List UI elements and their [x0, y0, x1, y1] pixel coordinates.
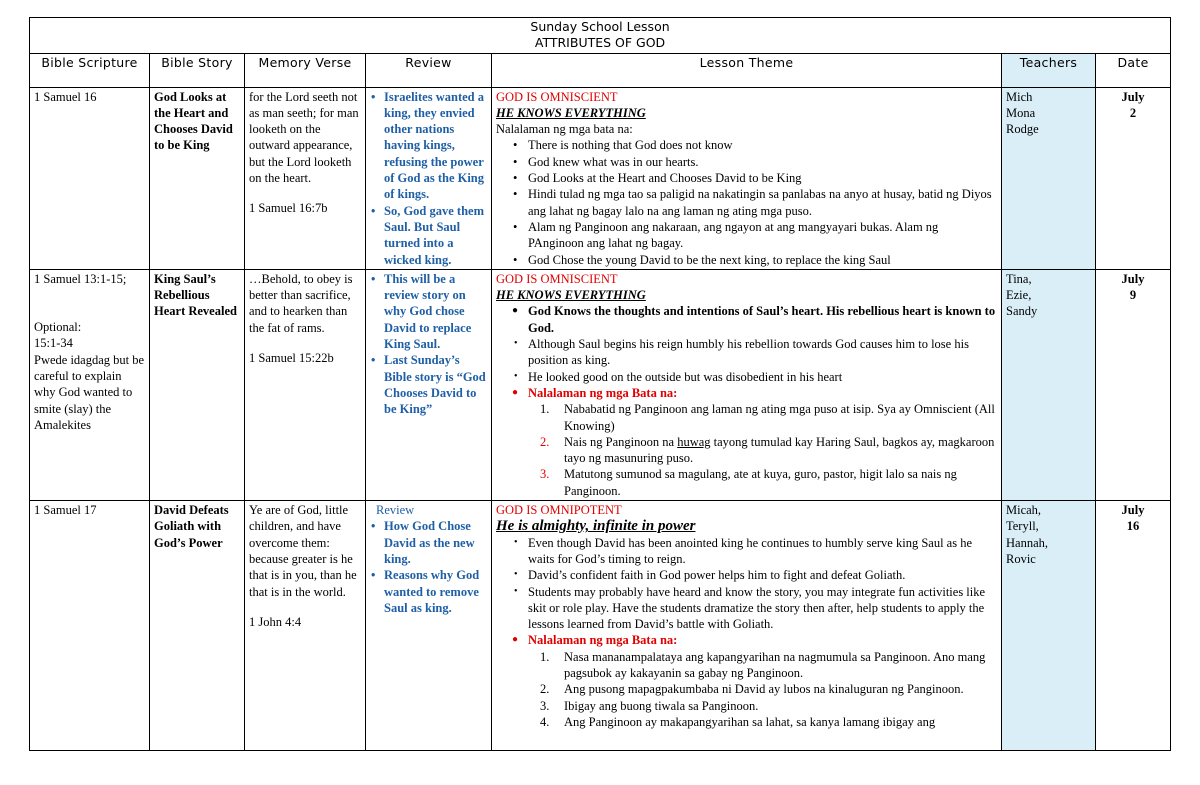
scripture-cell — [30, 501, 150, 751]
theme-title: GOD IS OMNIPOTENT — [496, 503, 622, 518]
item-number: 3. — [540, 467, 550, 482]
optional-reference: 15:1-34 — [34, 336, 73, 351]
item-text: tayong tumulad kay Haring Saul, bagkos ay, magkaroon tayo ng masunuring puso. — [564, 434, 995, 466]
date-day: 16 — [1126, 519, 1140, 534]
review-item: • Reasons why God wanted to remove Saul as king. — [370, 567, 487, 616]
theme-cell — [492, 269, 1002, 500]
date-month: July — [1121, 503, 1145, 518]
verse-reference: 1 Samuel 15:22b — [249, 351, 334, 366]
column-header-story: Bible Story — [150, 53, 245, 87]
table-title-cell — [30, 18, 1171, 54]
item-text: Ang pusong mapagpakumbaba ni David ay lubos na kinaluguran ng Panginoon. — [564, 682, 964, 697]
optional-note: Pwede idagdag but be careful to explain why God wanted to smite (slay) the Amalekites — [34, 352, 145, 432]
verse-cell — [245, 501, 366, 751]
review-label: Review — [376, 503, 415, 518]
date-day: 9 — [1129, 288, 1137, 303]
teacher-name: Micah, — [1006, 503, 1042, 518]
scripture: 1 Samuel 17 — [34, 503, 97, 518]
column-header-scripture: Bible Scripture — [30, 53, 150, 87]
item-text: Nais ng Panginoon na — [564, 434, 678, 449]
scripture-cell — [30, 269, 150, 500]
list-item — [496, 401, 997, 434]
scripture: 1 Samuel 13:1-15; — [34, 271, 127, 286]
verse-cell — [245, 87, 366, 269]
list-item: • Even though David has been anointed king he continues to humbly serve king Saul as he waits for God’s timing to reign. — [496, 535, 997, 568]
list-item: • Students may probably have heard and know the story, you may integrate fun activities like skit or role play. Have the students dramatize the story then after, help students to apply the lessons learned from David’s battle with Goliath. — [496, 584, 997, 633]
story: David Defeats Goliath with God’s Power — [154, 503, 229, 550]
scripture: 1 Samuel 16 — [34, 89, 97, 104]
teachers-cell — [1002, 87, 1096, 269]
list-item: • God knew what was in our hearts. — [496, 154, 997, 170]
lesson-table — [29, 17, 1171, 751]
theme-subtitle: HE KNOWS EVERYTHING — [496, 288, 646, 303]
item-text: Ibigay ang buong tiwala sa Panginoon. — [564, 698, 759, 713]
review-item: • This will be a review story on why God chose David to replace King Saul. — [370, 271, 487, 352]
column-header-teachers: Teachers — [1002, 53, 1096, 87]
list-item: • David’s confident faith in God power helps him to fight and defeat Goliath. — [496, 567, 997, 583]
theme-subtitle: HE KNOWS EVERYTHING — [496, 105, 646, 120]
optional-label: Optional: — [34, 320, 82, 335]
page-title: Sunday School Lesson — [530, 19, 670, 34]
item-number: 2. — [540, 434, 550, 449]
list-item — [496, 698, 997, 714]
review-cell — [366, 501, 492, 751]
review-item: • So, God gave them Saul. But Saul turned into a wicked king. — [370, 203, 487, 268]
list-item — [496, 714, 997, 730]
list-item: ● God Knows the thoughts and intentions of Saul’s heart. His rebellious heart is known to God. — [496, 303, 997, 336]
item-text: Nababatid ng Panginoon ang laman ng ating mga puso at isip. Sya ay Omniscient (All Knowing) — [564, 402, 995, 433]
list-item: • There is nothing that God does not know — [496, 137, 997, 153]
item-number: 4. — [540, 714, 550, 729]
teacher-name: Mona — [1006, 105, 1036, 120]
review-item: • Last Sunday’s Bible story is “God Chooses David to be King” — [370, 352, 487, 417]
date-month: July — [1121, 271, 1145, 286]
teacher-name: Sandy — [1006, 304, 1038, 319]
story-cell — [150, 501, 245, 751]
teacher-name: Hannah, — [1006, 535, 1048, 550]
date-cell — [1096, 87, 1171, 269]
review-cell — [366, 269, 492, 500]
teacher-name: Teryll, — [1006, 519, 1039, 534]
story-cell — [150, 87, 245, 269]
teacher-name: Rodge — [1006, 122, 1039, 137]
item-number: 3. — [540, 698, 550, 713]
item-underlined-word: huwag — [677, 434, 711, 449]
teacher-name: Tina, — [1006, 271, 1032, 286]
date-month: July — [1121, 89, 1145, 104]
story-cell — [150, 269, 245, 500]
table-row — [30, 269, 1171, 500]
list-item — [496, 434, 997, 467]
column-header-review: Review — [366, 53, 492, 87]
teacher-name: Rovic — [1006, 551, 1036, 566]
date-cell — [1096, 501, 1171, 751]
story: God Looks at the Heart and Chooses David to be King — [154, 89, 233, 153]
teachers-cell — [1002, 501, 1096, 751]
review-item: • How God Chose David as the new king. — [370, 518, 487, 567]
verse-reference: 1 John 4:4 — [249, 614, 302, 629]
list-item — [496, 649, 997, 682]
item-text: Matutong sumunod sa magulang, ate at kuya, guro, pastor, higit lalo sa nais ng Panginoon. — [564, 467, 957, 498]
theme-title: GOD IS OMNISCIENT — [496, 271, 618, 286]
date-day: 2 — [1129, 105, 1137, 120]
column-header-date: Date — [1096, 53, 1171, 87]
scripture-cell — [30, 87, 150, 269]
theme-cell — [492, 501, 1002, 751]
list-item: • He looked good on the outside but was disobedient in his heart — [496, 369, 997, 385]
item-number: 2. — [540, 682, 550, 697]
verse-reference: 1 Samuel 16:7b — [249, 201, 328, 216]
memory-verse: …Behold, to obey is better than sacrifice, and to hearken than the fat of rams. — [249, 271, 353, 335]
theme-subtitle: He is almighty, infinite in power — [496, 518, 696, 535]
teacher-name: Mich — [1006, 89, 1033, 104]
teacher-name: Ezie, — [1006, 288, 1032, 303]
item-text: Ang Panginoon ay makapangyarihan sa lahat, sa kanya lamang ibigay ang — [564, 714, 936, 729]
page-subtitle: ATTRIBUTES OF GOD — [534, 35, 666, 51]
review-item: • Israelites wanted a king, they envied other nations having kings, refusing the power of God as the King of kings. — [370, 89, 487, 203]
list-item: • Hindi tulad ng mga tao sa paligid na nakatingin sa panlabas na anyo at husay, batid ng Diyos ang lahat ng bagay lalo na ang laman ng ating mga puso. — [496, 186, 997, 219]
table-row — [30, 501, 1171, 751]
list-item: • God Chose the young David to be the next king, to replace the king Saul — [496, 252, 997, 268]
review-cell — [366, 87, 492, 269]
item-number: 1. — [540, 649, 550, 664]
item-number: 1. — [540, 402, 550, 417]
section-heading: ● Nalalaman ng mga Bata na: — [496, 385, 997, 401]
column-header-lesson-theme: Lesson Theme — [492, 53, 1002, 87]
theme-cell — [492, 87, 1002, 269]
list-item: • Alam ng Panginoon ang nakaraan, ang ngayon at ang mangyayari bukas. Alam ng PAnginoon ang lahat ng bagay. — [496, 219, 997, 252]
theme-intro: Nalalaman ng mga bata na: — [496, 122, 633, 137]
list-item: • God Looks at the Heart and Chooses David to be King — [496, 170, 997, 186]
memory-verse: Ye are of God, little children, and have overcome them: because greater is he that is in you, than he that is in the world. — [249, 503, 357, 599]
list-item: • Although Saul begins his reign humbly his rebellion towards God causes him to lose his position as king. — [496, 336, 997, 369]
list-item — [496, 681, 997, 697]
teachers-cell — [1002, 269, 1096, 500]
list-item — [496, 466, 997, 499]
table-row — [30, 87, 1171, 269]
date-cell — [1096, 269, 1171, 500]
story: King Saul’s Rebellious Heart Revealed — [154, 271, 237, 319]
item-text: Nasa mananampalataya ang kapangyarihan na nagmumula sa Panginoon. Ano mang pagsubok ay kakayanin sa gabay ng Panginoon. — [564, 649, 986, 680]
verse-cell — [245, 269, 366, 500]
section-heading: ● Nalalaman ng mga Bata na: — [496, 632, 997, 648]
memory-verse: for the Lord seeth not as man seeth; for man looketh on the outward appearance, but the Lord looketh on the heart. — [249, 89, 359, 186]
column-header-memory-verse: Memory Verse — [245, 53, 366, 87]
theme-title: GOD IS OMNISCIENT — [496, 89, 618, 104]
